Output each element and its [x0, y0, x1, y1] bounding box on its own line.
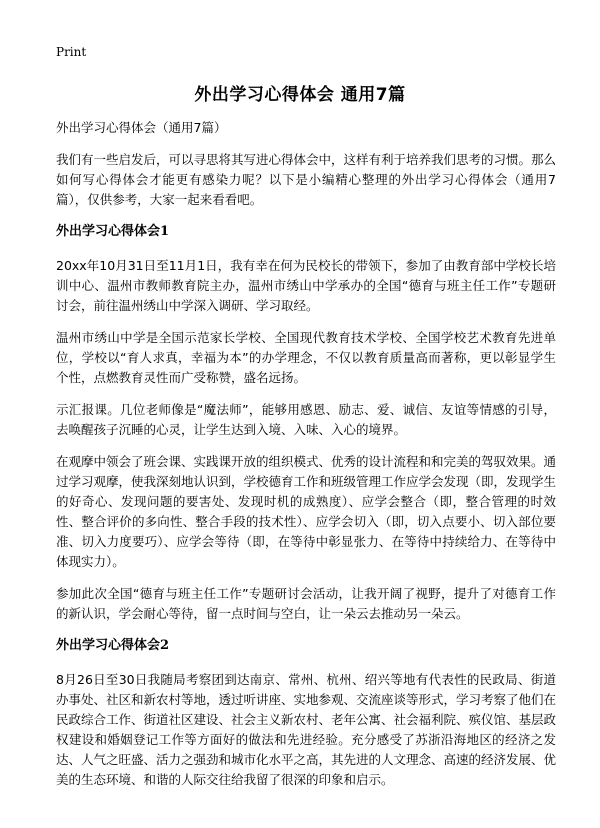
section-1-paragraph-1: 20xx年10月31日至11月1日，我有幸在何为民校长的带领下，参加了由教育部中学校长培训中心、温州市教师教育院主办，温州市绣山中学承办的全国“德育与班主任工作”专题研讨会，前往温州绣山中学深入调研、学习取经。 — [56, 258, 556, 313]
section-1-paragraph-2: 温州市绣山中学是全国示范家长学校、全国现代教育技术学校、全国学校艺术教育先进单位，学校以“育人求真，幸福为本”的办学理念，不仅以教育质量高而著称，更以彰显学生个性，点燃教育灵性而广受称赞，盛名远扬。 — [56, 330, 556, 385]
print-link[interactable]: Print — [56, 45, 87, 59]
section-1-paragraph-5: 参加此次全国“德育与班主任工作”专题研讨会活动，让我开阔了视野，提升了对德育工作的新认识，学会耐心等待，留一点时间与空白，让一朵云去推动另一朵云。 — [56, 586, 556, 621]
section-heading-1: 外出学习心得体会1 — [56, 224, 170, 239]
section-2-paragraph-1: 8月26日至30日我随局考察团到达南京、常州、杭州、绍兴等地有代表性的民政局、街道办事处、社区和新农村等地，透过听讲座、实地参观、交流座谈等形式，学习考察了他们在民政综合工作、街道社区建设、社会主义新农村、老年公寓、社会福利院、殡仪馆、基层政权建设和婚姻登记工作等方面好的做法和先进经验。充分感受了苏浙沿海地区的经济之发达、人气之旺盛、活力之强劲和城市化水平之高，其先进的人文理念、高速的经济发展、优美的生态环境、和谐的人际交往给我留了很深的印象和启示。 — [56, 672, 557, 787]
article-body — [56, 118, 556, 802]
section-1-paragraph-4: 在观摩中领会了班会课、实践课开放的组织模式、优秀的设计流程和和完美的驾驭效果。通过学习观摩，使我深刻地认识到，学校德育工作和班级管理工作应学会发现（即，发现学生的好奇心、发现问题的要害处、发现时机的成熟度）、应学会整合（即，整合管理的时效性、整合评价的多向性、整合手段的技术性）、应学会切入（即，切入点要小、切入部位要准、切入力度要巧）、应学会等待（即，在等待中彰显张力、在等待中持续给力、在等待中体现实力）。 — [56, 454, 557, 569]
page-title: 外出学习心得体会 通用7篇 — [194, 85, 406, 105]
intro-paragraph: 我们有一些启发后，可以寻思将其写进心得体会中，这样有利于培养我们思考的习惯。那么如何写心得体会才能更有感染力呢？以下是小编精心整理的外出学习心得体会（通用7篇），仅供参考，大家一起来看看吧。 — [56, 152, 557, 207]
section-1-paragraph-3: 示汇报课。几位老师像是“魔法师”，能够用感恩、励志、爱、诚信、友谊等情感的引导，去唤醒孩子沉睡的心灵，让学生达到入境、入味、入心的境界。 — [56, 402, 556, 437]
section-heading-2: 外出学习心得体会2 — [56, 638, 170, 653]
article-subtitle: 外出学习心得体会（通用7篇） — [56, 120, 227, 135]
